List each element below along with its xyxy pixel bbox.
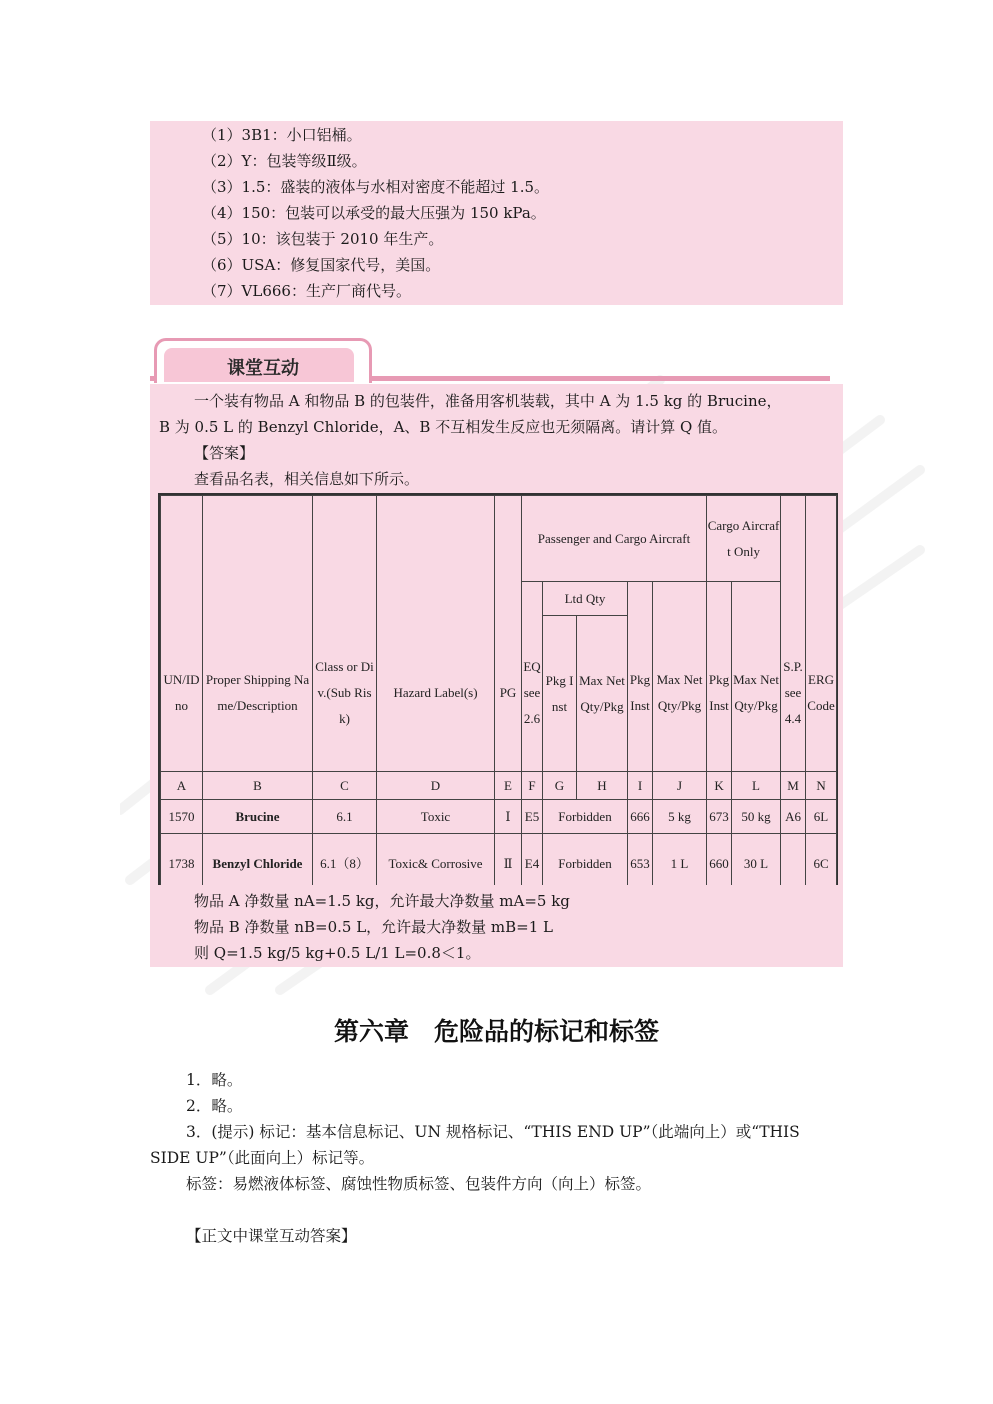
col-letter: E [495, 772, 522, 800]
marking-line: （6）USA：修复国家代号，美国。 [202, 256, 441, 274]
cell-label: Toxic [377, 800, 495, 834]
question-line-1: 一个装有物品 A 和物品 B 的包装件，准备用客机装载，其中 A 为 1.5 kg 的 Brucine， [194, 392, 782, 410]
cell-erg: 6C [806, 834, 837, 894]
section-tab-label: 课堂互动 [227, 358, 299, 379]
chapter-title: 第六章 危险品的标记和标签 [333, 1017, 659, 1046]
header-cell-pi2-top [707, 582, 732, 616]
answer-item-3-labels: 标签：易燃液体标签、腐蚀性物质标签、包装件方向（向上）标签。 [186, 1175, 652, 1193]
cell-pg: Ⅱ [495, 834, 522, 894]
group-header-cargo: Cargo Aircraft Only [707, 496, 781, 582]
marking-line: （4）150：包装可以承受的最大压强为 150 kPa。 [202, 204, 546, 222]
cell-max-qty: 1 L [653, 834, 707, 894]
col-letter: G [543, 772, 577, 800]
cell-erg: 6L [806, 800, 837, 834]
col-header-G: Pkg Inst [543, 616, 577, 772]
cell-cao-pkg-inst: 660 [707, 834, 732, 894]
answer-item-3: 3．(提示) 标记：基本信息标记、UN 规格标记、“THIS END UP”（此端向上）或“THIS [186, 1123, 800, 1141]
col-header-F: EQ see 2.6 [522, 616, 543, 772]
col-header-B: Proper Shipping Name/Description [203, 616, 313, 772]
col-header-L: Max Net Qty/Pkg [732, 616, 781, 772]
group-header-ltd: Ltd Qty [543, 582, 628, 616]
cell-class: 6.1（8） [313, 834, 377, 894]
col-header-N: ERG Code [806, 616, 837, 772]
col-header-A: UN/ID no [161, 616, 203, 772]
header-cell-name [203, 496, 313, 616]
cell-label: Toxic& Corrosive [377, 834, 495, 894]
header-cell-class [313, 496, 377, 616]
header-cell-mq2-top [732, 582, 781, 616]
section-tab [154, 338, 372, 383]
marking-line: （1）3B1：小口铝桶。 [202, 126, 362, 144]
cell-cao-pkg-inst: 673 [707, 800, 732, 834]
calculation-box [150, 885, 843, 967]
marking-line: （3）1.5：盛装的液体与水相对密度不能超过 1.5。 [202, 178, 550, 196]
cell-class: 6.1 [313, 800, 377, 834]
calc-line-1: 物品 A 净数量 nA=1.5 kg，允许最大净数量 mA=5 kg [194, 892, 570, 910]
cell-pkg-inst: 666 [628, 800, 653, 834]
col-letter: J [653, 772, 707, 800]
col-letter: D [377, 772, 495, 800]
cell-ltd: Forbidden [543, 834, 628, 894]
col-letter: A [161, 772, 203, 800]
col-letter: B [203, 772, 313, 800]
header-cell-un [161, 496, 203, 616]
header-cell-label [377, 496, 495, 616]
cell-sp: A6 [781, 800, 806, 834]
answer-item-3-cont: SIDE UP”（此面向上）标记等。 [150, 1149, 375, 1167]
answer-label: 【答案】 [194, 444, 255, 462]
col-letter: F [522, 772, 543, 800]
marking-line: （2）Y：包装等级Ⅱ级。 [202, 152, 367, 170]
cell-cao-max-qty: 30 L [732, 834, 781, 894]
col-letter: N [806, 772, 837, 800]
cell-ltd: Forbidden [543, 800, 628, 834]
col-header-M: S.P. see 4.4 [781, 616, 806, 772]
cell-un: 1570 [161, 800, 203, 834]
col-header-C: Class or Div.(Sub Risk) [313, 616, 377, 772]
column-letter-row [161, 772, 837, 800]
dg-table-frame [158, 493, 838, 887]
cell-eq: E5 [522, 800, 543, 834]
header-cell-sp [781, 496, 806, 616]
cell-cao-max-qty: 50 kg [732, 800, 781, 834]
dangerous-goods-table [160, 495, 837, 894]
col-header-H: Max Net Qty/Pkg [577, 616, 628, 772]
marking-explanation-box [150, 121, 843, 305]
answer-item-2: 2．略。 [186, 1097, 243, 1115]
group-header-passenger: Passenger and Cargo Aircraft [522, 496, 707, 582]
question-line-2: B 为 0.5 L 的 Benzyl Chloride，A、B 不互相发生反应也无须隔离。请计算 Q 值。 [159, 418, 728, 436]
cell-eq: E4 [522, 834, 543, 894]
col-header-K: Pkg Inst [707, 616, 732, 772]
col-header-J: Max Net Qty/Pkg [653, 616, 707, 772]
header-cell-erg [806, 496, 837, 616]
dg-table-container [150, 493, 843, 885]
col-header-E: PG [495, 616, 522, 772]
cell-name: Benzyl Chloride [203, 834, 313, 894]
table-row [161, 800, 837, 834]
cell-pg: Ⅰ [495, 800, 522, 834]
col-header-D: Hazard Label(s) [377, 616, 495, 772]
col-letter: L [732, 772, 781, 800]
lookup-text: 查看品名表，相关信息如下所示。 [194, 470, 420, 488]
col-letter: H [577, 772, 628, 800]
cell-un: 1738 [161, 834, 203, 894]
col-letter: C [313, 772, 377, 800]
header-cell-eq-top [522, 582, 543, 616]
cell-max-qty: 5 kg [653, 800, 707, 834]
question-box [150, 384, 843, 494]
cell-name: Brucine [203, 800, 313, 834]
calc-line-3: 则 Q=1.5 kg/5 kg+0.5 L/1 L=0.8＜1。 [194, 944, 481, 962]
col-letter: M [781, 772, 806, 800]
col-letter: I [628, 772, 653, 800]
col-header-I: Pkg Inst [628, 616, 653, 772]
header-cell-mq-top [653, 582, 707, 616]
answer-item-1: 1．略。 [186, 1071, 243, 1089]
section-header [150, 336, 843, 384]
marking-line: （5）10：该包装于 2010 年生产。 [202, 230, 444, 248]
col-letter: K [707, 772, 732, 800]
footer-heading: 【正文中课堂互动答案】 [186, 1227, 357, 1245]
header-cell-pg [495, 496, 522, 616]
marking-line: （7）VL666：生产厂商代号。 [202, 282, 411, 300]
calc-line-2: 物品 B 净数量 nB=0.5 L，允许最大净数量 mB=1 L [194, 918, 554, 936]
header-cell-pi-top [628, 582, 653, 616]
cell-pkg-inst: 653 [628, 834, 653, 894]
